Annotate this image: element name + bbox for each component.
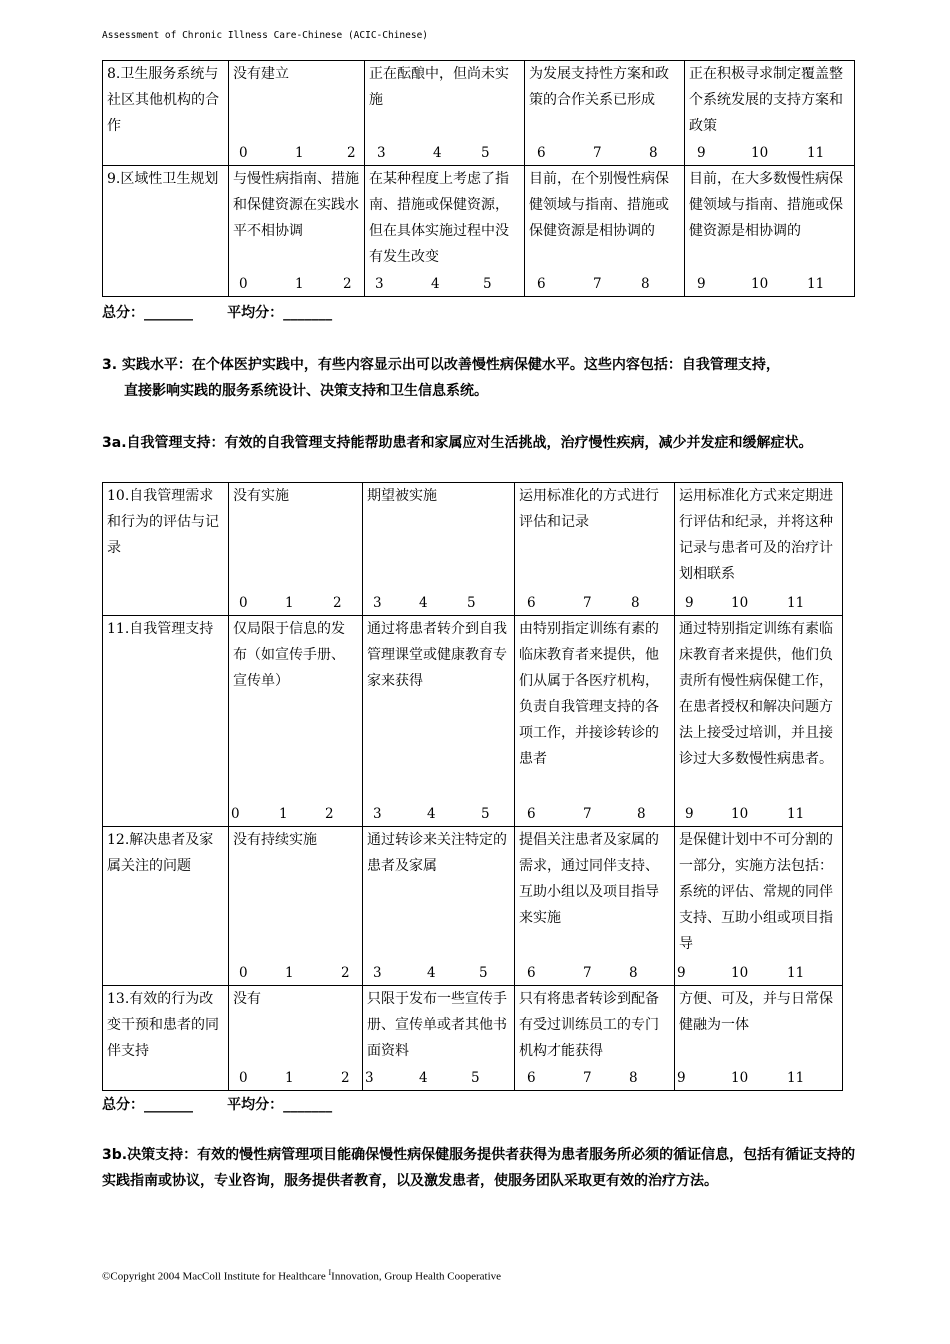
level-cell	[515, 483, 675, 616]
table-row	[103, 166, 855, 297]
score-row	[515, 963, 674, 983]
score[interactable]: 9	[677, 1070, 686, 1086]
level-text: 只有将患者转诊到配备有受过训练员工的专门机构才能获得	[519, 991, 659, 1059]
score[interactable]: 4	[427, 965, 436, 981]
table-row	[103, 616, 843, 827]
score[interactable]: 0	[239, 1070, 248, 1086]
item-cell	[103, 616, 229, 827]
item-cell	[103, 483, 229, 616]
score[interactable]: 8	[649, 145, 658, 161]
score-row	[675, 593, 842, 613]
level-cell	[685, 61, 855, 166]
level-text: 为发展支持性方案和政策的合作关系已形成	[529, 66, 669, 108]
score[interactable]: 8	[631, 595, 640, 611]
score-row	[685, 143, 854, 163]
score[interactable]: 8	[641, 276, 650, 292]
level-cell	[365, 166, 525, 297]
total-label[interactable]: 总分：_______	[102, 305, 193, 321]
score[interactable]: 7	[593, 276, 602, 292]
score[interactable]: 7	[583, 595, 592, 611]
score[interactable]: 5	[467, 595, 476, 611]
level-text: 与慢性病指南、措施和保健资源在实践水平不相协调	[233, 171, 359, 239]
level-cell	[229, 616, 363, 827]
score[interactable]: 3	[373, 806, 382, 822]
score[interactable]: 4	[433, 145, 442, 161]
assessment-table-2	[102, 482, 843, 1091]
score[interactable]: 2	[343, 276, 352, 292]
level-text: 没有建立	[233, 66, 289, 82]
score[interactable]: 0	[239, 965, 248, 981]
score[interactable]: 7	[593, 145, 602, 161]
score-row	[525, 143, 684, 163]
score[interactable]: 4	[431, 276, 440, 292]
score-row	[229, 1068, 362, 1088]
level-cell	[363, 483, 515, 616]
score[interactable]: 2	[341, 965, 350, 981]
score-row	[525, 274, 684, 294]
level-text: 仅局限于信息的发布（如宣传手册、宣传单）	[233, 621, 345, 689]
score-row	[675, 1068, 842, 1088]
score-row	[363, 963, 514, 983]
score[interactable]: 4	[419, 1070, 428, 1086]
average-label[interactable]: 平均分：_______	[227, 1097, 333, 1113]
score[interactable]: 1	[295, 276, 304, 292]
item-cell	[103, 986, 229, 1091]
table-row	[103, 483, 843, 616]
score-row	[675, 963, 842, 983]
score-row	[515, 1068, 674, 1088]
level-text: 通过将患者转介到自我管理课堂或健康教育专家来获得	[367, 621, 507, 689]
score[interactable]: 6	[527, 1070, 536, 1086]
item-label: 12.解决患者及家属关注的问题	[107, 832, 214, 874]
level-text: 运用标准化的方式进行评估和记录	[519, 488, 659, 530]
score[interactable]: 3	[373, 965, 382, 981]
level-text: 提倡关注患者及家属的需求，通过同伴支持、互助小组以及项目指导来实施	[519, 832, 659, 926]
section-3-line-1: 3. 实践水平：在个体医护实践中，有些内容显示出可以改善慢性病保健水平。这些内容包括：自我管理支持，	[102, 357, 780, 373]
score[interactable]: 6	[527, 965, 536, 981]
score[interactable]: 5	[471, 1070, 480, 1086]
score[interactable]: 6	[527, 806, 536, 822]
copyright-mark: I	[328, 1268, 332, 1277]
score-row	[229, 143, 364, 163]
section-3-paragraph	[102, 352, 862, 404]
score[interactable]: 11	[787, 1070, 805, 1086]
copyright-text: ©Copyright 2004 MacColl Institute for Healthcare	[102, 1270, 326, 1283]
score[interactable]: 6	[527, 595, 536, 611]
score-row	[363, 804, 514, 824]
total-label[interactable]: 总分：_______	[102, 1097, 193, 1113]
item-label: 11.自我管理支持	[107, 621, 214, 637]
level-cell	[675, 986, 843, 1091]
score[interactable]: 7	[583, 965, 592, 981]
table-row	[103, 986, 843, 1091]
level-cell	[675, 616, 843, 827]
level-text: 没有持续实施	[233, 832, 317, 848]
score-row	[363, 1068, 514, 1088]
assessment-table-1	[102, 60, 855, 297]
score[interactable]: 3	[373, 595, 382, 611]
level-text: 只限于发布一些宣传手册、宣传单或者其他书面资料	[367, 991, 507, 1059]
score[interactable]: 3	[365, 1070, 374, 1086]
score[interactable]: 1	[285, 1070, 294, 1086]
score[interactable]: 2	[333, 595, 342, 611]
level-text: 期望被实施	[367, 488, 437, 504]
score[interactable]: 5	[479, 965, 488, 981]
level-cell	[229, 827, 363, 986]
score-row	[515, 804, 674, 824]
level-cell	[229, 986, 363, 1091]
level-text: 通过转诊来关注特定的患者及家属	[367, 832, 507, 874]
score[interactable]: 9	[697, 276, 706, 292]
average-label[interactable]: 平均分：_______	[227, 305, 333, 321]
level-cell	[515, 827, 675, 986]
score[interactable]: 6	[537, 276, 546, 292]
score-row	[675, 804, 842, 824]
score-row	[365, 143, 524, 163]
level-cell	[363, 986, 515, 1091]
score[interactable]: 11	[787, 595, 805, 611]
score[interactable]: 1	[295, 145, 304, 161]
score[interactable]: 3	[375, 276, 384, 292]
level-cell	[675, 827, 843, 986]
score-row	[229, 274, 364, 294]
item-label: 8.卫生服务系统与社区其他机构的合作	[107, 66, 219, 134]
score[interactable]: 3	[377, 145, 386, 161]
score[interactable]: 10	[751, 145, 769, 161]
level-cell	[675, 483, 843, 616]
score[interactable]: 7	[583, 1070, 592, 1086]
score-row	[685, 274, 854, 294]
level-text: 运用标准化方式来定期进行评估和纪录，并将这种记录与患者可及的治疗计划相联系	[679, 488, 833, 582]
copyright-footer	[102, 1268, 501, 1283]
item-cell	[103, 61, 229, 166]
level-text: 正在积极寻求制定覆盖整个系统发展的支持方案和政策	[689, 66, 843, 134]
score[interactable]: 9	[697, 145, 706, 161]
score[interactable]: 0	[239, 276, 248, 292]
score[interactable]: 2	[325, 806, 334, 822]
level-text: 方便、可及，并与日常保健融为一体	[679, 991, 833, 1033]
level-cell	[525, 61, 685, 166]
level-cell	[229, 61, 365, 166]
score[interactable]: 0	[239, 595, 248, 611]
level-cell	[229, 166, 365, 297]
score[interactable]: 5	[481, 806, 490, 822]
level-text: 正在酝酿中，但尚未实施	[369, 66, 509, 108]
score[interactable]: 9	[685, 595, 694, 611]
score[interactable]: 10	[731, 965, 749, 981]
score[interactable]: 4	[427, 806, 436, 822]
level-text: 通过特别指定训练有素临床教育者来提供，他们负责所有慢性病保健工作，在患者授权和解决问题方法上接受过培训，并且接诊过大多数慢性病患者。	[679, 621, 833, 767]
score[interactable]: 9	[685, 806, 694, 822]
score[interactable]: 7	[583, 806, 592, 822]
score[interactable]: 5	[483, 276, 492, 292]
item-cell	[103, 827, 229, 986]
table-row	[103, 61, 855, 166]
score[interactable]: 1	[279, 806, 288, 822]
score[interactable]: 8	[629, 965, 638, 981]
level-text: 在某种程度上考虑了指南、措施或保健资源，但在具体实施过程中没有发生改变	[369, 171, 509, 265]
score[interactable]: 10	[731, 595, 749, 611]
score-row	[365, 274, 524, 294]
level-text: 目前，在大多数慢性病保健领域与指南、措施或保健资源是相协调的	[689, 171, 843, 239]
score[interactable]: 8	[637, 806, 646, 822]
item-label: 9.区域性卫生规划	[107, 171, 219, 187]
score[interactable]: 6	[537, 145, 546, 161]
score[interactable]: 0	[239, 145, 248, 161]
level-cell	[229, 483, 363, 616]
score[interactable]: 10	[731, 806, 749, 822]
score[interactable]: 9	[677, 965, 686, 981]
section-3b-paragraph: 3b.决策支持：有效的慢性病管理项目能确保慢性病保健服务提供者获得为患者服务所必须的循证信息，包括有循证支持的实践指南或协议，专业咨询，服务提供者教育，以及激发患者，使服务团队采取更有效的治疗方法。	[102, 1147, 856, 1189]
item-label: 10.自我管理需求和行为的评估与记录	[107, 488, 219, 556]
score[interactable]: 11	[787, 806, 805, 822]
score-row	[229, 593, 362, 613]
level-cell	[685, 166, 855, 297]
level-cell	[365, 61, 525, 166]
score[interactable]: 5	[481, 145, 490, 161]
copyright-suffix: Innovation, Group Health Cooperative	[331, 1270, 502, 1283]
page-header: Assessment of Chronic Illness Care-Chinese (ACIC-Chinese)	[102, 30, 429, 41]
level-text: 没有	[233, 991, 261, 1007]
level-text: 是保健计划中不可分割的一部分，实施方法包括：系统的评估、常规的同伴支持、互助小组或项目指导	[679, 832, 833, 952]
level-cell	[515, 616, 675, 827]
table-row	[103, 827, 843, 986]
score[interactable]: 0	[231, 806, 240, 822]
level-cell	[525, 166, 685, 297]
section-3a-paragraph: 3a.自我管理支持：有效的自我管理支持能帮助患者和家属应对生活挑战，治疗慢性疾病，减少并发症和缓解症状。	[102, 435, 813, 451]
score[interactable]: 11	[807, 276, 825, 292]
score[interactable]: 2	[341, 1070, 350, 1086]
score[interactable]: 2	[347, 145, 356, 161]
item-cell	[103, 166, 229, 297]
total-score-line	[102, 1094, 332, 1114]
score-row	[363, 593, 514, 613]
total-score-line	[102, 302, 332, 322]
score[interactable]: 11	[807, 145, 825, 161]
level-cell	[363, 616, 515, 827]
level-text: 没有实施	[233, 488, 289, 504]
score[interactable]: 1	[285, 595, 294, 611]
score-row	[515, 593, 674, 613]
score[interactable]: 8	[629, 1070, 638, 1086]
level-cell	[515, 986, 675, 1091]
score-row	[229, 963, 362, 983]
item-label: 13.有效的行为改变干预和患者的同伴支持	[107, 991, 219, 1059]
score-row	[229, 804, 362, 824]
level-cell	[363, 827, 515, 986]
section-3-line-2: 直接影响实践的服务系统设计、决策支持和卫生信息系统。	[124, 383, 488, 399]
score[interactable]: 11	[787, 965, 805, 981]
level-text: 目前，在个别慢性病保健领域与指南、措施或保健资源是相协调的	[529, 171, 669, 239]
score[interactable]: 1	[285, 965, 294, 981]
level-text: 由特别指定训练有素的临床教育者来提供，他们从属于各医疗机构，负责自我管理支持的各项工作，并接诊转诊的患者	[519, 621, 659, 767]
score[interactable]: 10	[751, 276, 769, 292]
score[interactable]: 4	[419, 595, 428, 611]
score[interactable]: 10	[731, 1070, 749, 1086]
